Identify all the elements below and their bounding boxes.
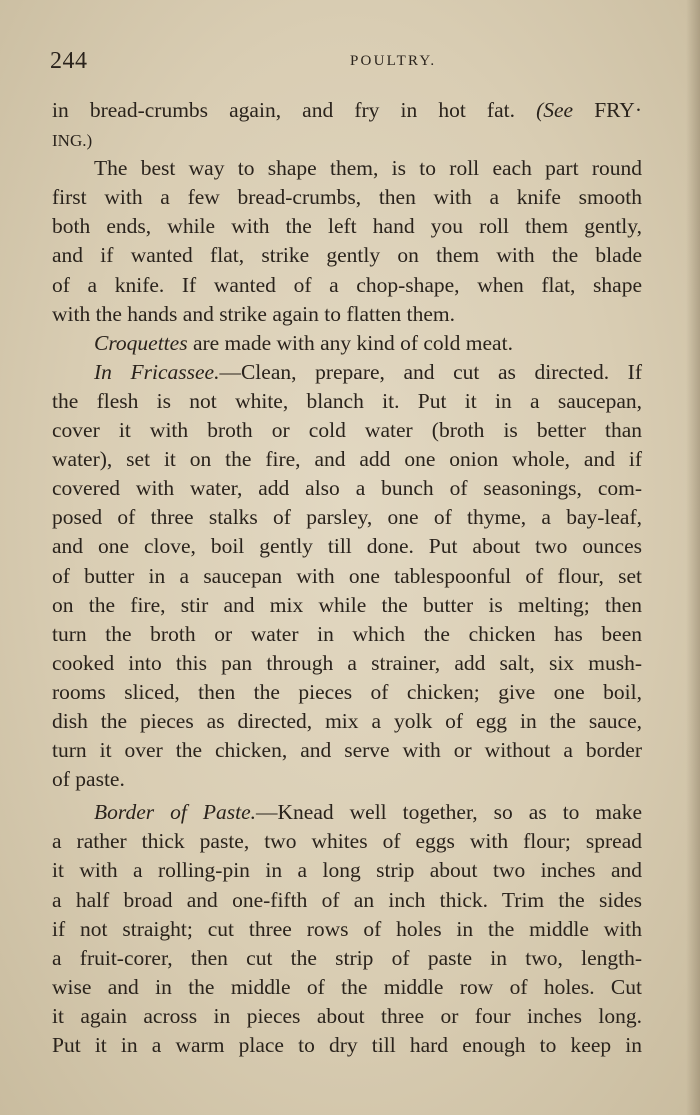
text-line: and if wanted flat, strike gently on them with the blade	[52, 243, 642, 268]
text-span: —Clean, prepare, and cut as directed. If	[219, 359, 642, 384]
small-caps-text: ING.)	[52, 131, 93, 151]
text-line: of a knife. If wanted of a chop-shape, when flat, shape	[52, 272, 642, 297]
page-header	[50, 48, 650, 78]
text-line	[52, 96, 642, 125]
text-line: it with a rolling-pin in a long strip about two inches and	[52, 858, 642, 883]
text-line: of paste.	[52, 767, 125, 792]
text-line: turn the broth or water in which the chicken has been	[52, 621, 642, 646]
text-line: Put it in a warm place to dry till hard enough to keep in	[52, 1033, 642, 1057]
text-line: dish the pieces as directed, mix a yolk of egg in the sauce,	[52, 708, 642, 733]
text-line	[52, 798, 642, 827]
text-line: of butter in a saucepan with one tablespoonful of flour, set	[52, 563, 642, 588]
text-line: cooked into this pan through a strainer, add salt, six mush-	[52, 650, 642, 675]
text-span: in bread-crumbs again, and fry in hot fat.	[52, 98, 515, 122]
text-line: covered with water, add also a bunch of seasonings, com-	[52, 476, 642, 501]
text-line	[52, 358, 642, 387]
text-line: turn it over the chicken, and serve with or without a border	[52, 738, 642, 763]
text-line: and one clove, boil gently till done. Put about two ounces	[52, 534, 642, 559]
text-line: if not straight; cut three rows of holes in the middle with	[52, 916, 642, 941]
text-span: —Knead well together, so as to make	[256, 800, 642, 825]
text-line: a half broad and one-fifth of an inch thick. Trim the sides	[52, 887, 642, 912]
text-span: are made with any kind of cold meat.	[187, 330, 513, 355]
text-line: first with a few bread-crumbs, then with a knife smooth	[52, 185, 642, 210]
text-line: rooms sliced, then the pieces of chicken; give one boil,	[52, 679, 642, 704]
text-line	[52, 125, 642, 154]
text-line: the flesh is not white, blanch it. Put it in a saucepan,	[52, 388, 642, 413]
text-line	[52, 329, 642, 358]
text-line: it again across in pieces about three or four inches long.	[52, 1003, 642, 1028]
text-line: with the hands and strike again to flatten them.	[52, 301, 456, 326]
italic-text: Border of Paste.	[94, 800, 257, 825]
text-line: a fruit-corer, then cut the strip of paste in two, length-	[52, 945, 642, 970]
text-line: wise and in the middle of the middle row of holes. Cut	[52, 974, 642, 999]
small-caps-text: FRY·	[594, 98, 642, 122]
italic-text: (See	[536, 98, 574, 122]
text-line: The best way to shape them, is to roll each part round	[94, 156, 642, 181]
text-line: cover it with broth or cold water (broth is better than	[52, 418, 642, 443]
italic-text: Croquettes	[94, 330, 188, 355]
text-line: both ends, while with the left hand you roll them gently,	[52, 214, 642, 239]
page-gutter-shadow	[686, 0, 700, 1115]
running-head: POULTRY.	[350, 53, 437, 69]
text-line: on the fire, stir and mix while the butter is melting; then	[52, 592, 642, 617]
text-line: a rather thick paste, two whites of eggs with flour; spread	[52, 829, 642, 854]
italic-text: In Fricassee.	[94, 359, 220, 384]
page-number: 244	[50, 48, 88, 74]
page-body	[52, 96, 642, 1060]
text-line: water), set it on the fire, and add one onion whole, and if	[52, 447, 642, 472]
text-line: posed of three stalks of parsley, one of thyme, a bay-leaf,	[52, 505, 642, 530]
